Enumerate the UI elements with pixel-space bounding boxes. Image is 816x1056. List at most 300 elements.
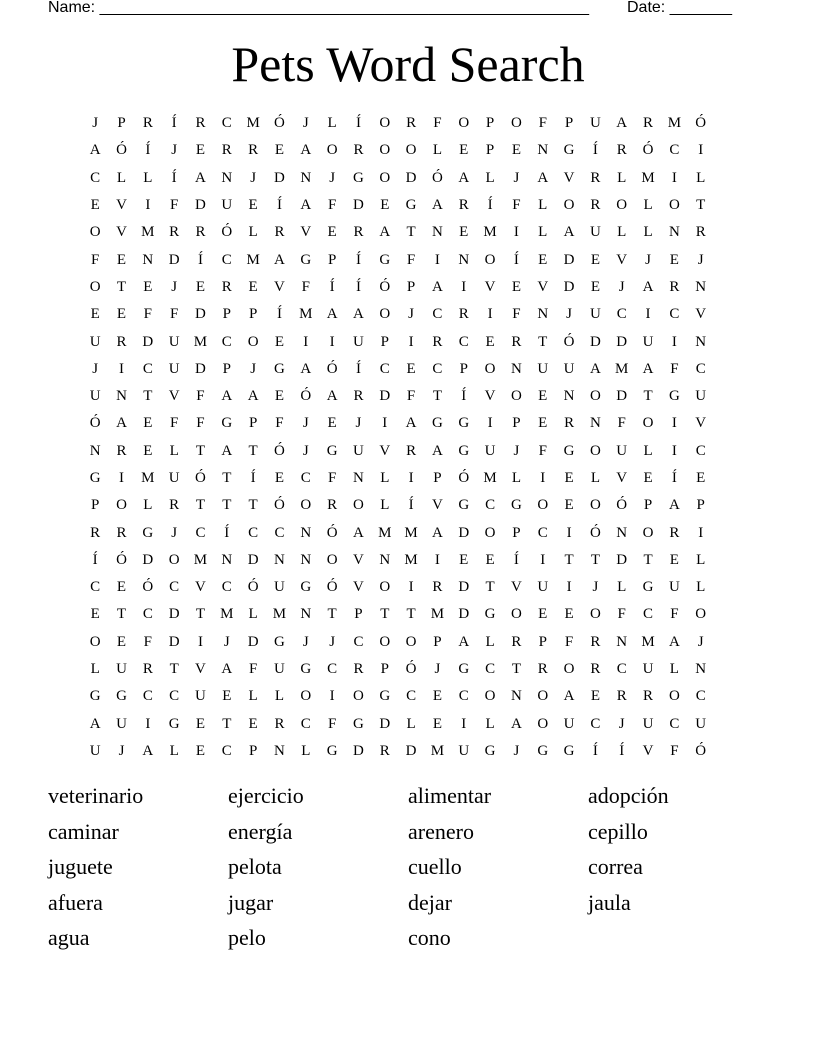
grid-letter[interactable]: V	[116, 224, 127, 241]
grid-letter[interactable]: A	[432, 197, 443, 214]
grid-letter[interactable]: P	[380, 333, 389, 350]
grid-letter[interactable]: R	[353, 661, 364, 678]
grid-letter[interactable]: O	[379, 142, 391, 159]
grid-letter[interactable]: D	[616, 388, 628, 405]
grid-letter[interactable]: T	[643, 551, 653, 568]
grid-letter[interactable]: E	[195, 142, 206, 159]
grid-letter[interactable]: L	[169, 442, 179, 459]
grid-letter[interactable]: F	[433, 115, 442, 132]
grid-letter[interactable]: O	[300, 497, 312, 514]
grid-letter[interactable]: R	[379, 742, 390, 759]
grid-letter[interactable]: D	[458, 524, 470, 541]
grid-letter[interactable]: E	[274, 470, 285, 486]
grid-letter[interactable]: V	[616, 251, 628, 268]
grid-letter[interactable]: I	[118, 470, 124, 486]
grid-letter[interactable]: U	[537, 579, 549, 596]
grid-letter[interactable]: D	[589, 333, 601, 350]
grid-letter[interactable]: N	[116, 388, 127, 405]
grid-letter[interactable]: V	[274, 278, 285, 295]
grid-letter[interactable]: I	[513, 224, 519, 241]
grid-letter[interactable]: M	[667, 115, 682, 132]
grid-letter[interactable]: A	[221, 388, 233, 405]
grid-letter[interactable]: E	[195, 278, 206, 295]
grid-letter[interactable]: F	[538, 115, 547, 132]
grid-letter[interactable]: E	[380, 197, 390, 214]
grid-letter[interactable]: D	[379, 388, 391, 405]
grid-letter[interactable]: A	[195, 169, 206, 186]
grid-letter[interactable]: Ó	[142, 579, 154, 596]
grid-letter[interactable]: Ó	[405, 661, 417, 678]
grid-letter[interactable]: R	[669, 524, 680, 541]
grid-letter[interactable]: A	[642, 360, 654, 377]
grid-letter[interactable]: R	[195, 115, 206, 132]
grid-letter[interactable]: J	[171, 278, 178, 295]
grid-letter[interactable]: E	[116, 306, 127, 323]
grid-letter[interactable]: T	[222, 715, 232, 732]
grid-letter[interactable]: V	[616, 470, 628, 486]
grid-letter[interactable]: Ó	[89, 415, 101, 432]
grid-letter[interactable]: O	[668, 688, 680, 705]
grid-letter[interactable]: N	[668, 224, 680, 241]
grid-letter[interactable]: M	[299, 306, 313, 323]
grid-letter[interactable]: I	[329, 333, 335, 350]
grid-letter[interactable]: F	[327, 470, 337, 486]
grid-letter[interactable]: L	[406, 715, 416, 732]
grid-letter[interactable]: E	[485, 333, 495, 350]
grid-letter[interactable]: F	[512, 306, 521, 323]
grid-letter[interactable]: R	[274, 715, 285, 732]
grid-letter[interactable]: O	[379, 115, 391, 132]
grid-letter[interactable]: G	[458, 497, 470, 514]
grid-letter[interactable]: G	[668, 388, 680, 405]
grid-letter[interactable]: U	[563, 360, 575, 377]
grid-letter[interactable]: G	[563, 142, 575, 159]
grid-letter[interactable]: P	[538, 633, 547, 650]
grid-letter[interactable]: E	[327, 224, 337, 241]
date-field[interactable]: Date: _______	[627, 0, 732, 16]
grid-letter[interactable]: O	[405, 633, 417, 650]
grid-letter[interactable]: Í	[276, 306, 282, 323]
grid-letter[interactable]: O	[510, 606, 522, 623]
grid-letter[interactable]: L	[696, 579, 706, 596]
grid-letter[interactable]: C	[616, 306, 627, 323]
grid-letter[interactable]: A	[300, 142, 312, 159]
grid-letter[interactable]: L	[169, 742, 179, 759]
grid-letter[interactable]: Í	[513, 251, 519, 268]
grid-letter[interactable]: T	[485, 579, 495, 596]
grid-letter[interactable]: O	[537, 497, 549, 514]
grid-letter[interactable]: C	[195, 524, 206, 541]
grid-letter[interactable]: D	[195, 306, 206, 323]
grid-letter[interactable]: R	[116, 333, 127, 350]
grid-letter[interactable]: Í	[619, 742, 625, 759]
grid-letter[interactable]: A	[89, 142, 101, 159]
grid-letter[interactable]: L	[643, 197, 653, 214]
grid-letter[interactable]: I	[566, 579, 572, 596]
grid-letter[interactable]: T	[169, 661, 179, 678]
grid-letter[interactable]: A	[326, 306, 338, 323]
grid-letter[interactable]: A	[668, 497, 680, 514]
grid-letter[interactable]: A	[563, 688, 575, 705]
grid-letter[interactable]: O	[695, 606, 707, 623]
grid-letter[interactable]: C	[169, 688, 180, 705]
grid-letter[interactable]: Í	[355, 115, 361, 132]
grid-letter[interactable]: C	[248, 524, 259, 541]
grid-letter[interactable]: P	[512, 524, 521, 541]
grid-letter[interactable]: Í	[92, 551, 98, 568]
grid-letter[interactable]: R	[590, 197, 601, 214]
grid-letter[interactable]: R	[353, 224, 364, 241]
grid-letter[interactable]: L	[143, 169, 153, 186]
grid-letter[interactable]: P	[117, 115, 126, 132]
grid-letter[interactable]: E	[511, 142, 521, 159]
grid-letter[interactable]: A	[642, 278, 654, 295]
grid-letter[interactable]: O	[484, 251, 496, 268]
grid-letter[interactable]: R	[90, 524, 101, 541]
grid-letter[interactable]: J	[250, 360, 257, 377]
grid-letter[interactable]: C	[669, 715, 680, 732]
grid-letter[interactable]: P	[485, 142, 495, 159]
grid-letter[interactable]: C	[274, 524, 285, 541]
grid-letter[interactable]: Ó	[563, 333, 575, 350]
grid-letter[interactable]: A	[142, 742, 154, 759]
grid-letter[interactable]: R	[353, 142, 364, 159]
grid-letter[interactable]: C	[537, 524, 548, 541]
grid-letter[interactable]: P	[433, 470, 442, 486]
grid-letter[interactable]: V	[379, 442, 391, 459]
grid-letter[interactable]: P	[643, 497, 653, 514]
grid-letter[interactable]: D	[168, 251, 180, 268]
grid-letter[interactable]: C	[142, 688, 153, 705]
grid-letter[interactable]: E	[274, 142, 285, 159]
grid-letter[interactable]: O	[537, 715, 549, 732]
letter-grid[interactable]	[82, 110, 714, 765]
grid-letter[interactable]: N	[695, 333, 707, 350]
grid-letter[interactable]: C	[300, 715, 311, 732]
grid-letter[interactable]: C	[142, 360, 153, 377]
grid-letter[interactable]: C	[695, 688, 706, 705]
grid-letter[interactable]: R	[564, 415, 575, 432]
grid-letter[interactable]: V	[563, 169, 575, 186]
grid-letter[interactable]: A	[432, 442, 443, 459]
grid-letter[interactable]: E	[564, 497, 574, 514]
grid-letter[interactable]: L	[696, 169, 706, 186]
grid-letter[interactable]: U	[274, 579, 285, 596]
grid-letter[interactable]: M	[246, 251, 260, 268]
grid-letter[interactable]: I	[408, 470, 414, 486]
grid-letter[interactable]: V	[695, 306, 707, 323]
grid-letter[interactable]: N	[274, 551, 285, 568]
grid-letter[interactable]: F	[169, 306, 179, 323]
grid-letter[interactable]: C	[485, 497, 496, 514]
grid-letter[interactable]: F	[538, 442, 547, 459]
grid-letter[interactable]: G	[563, 742, 575, 759]
grid-letter[interactable]: P	[564, 115, 574, 132]
grid-letter[interactable]: M	[641, 169, 655, 186]
grid-letter[interactable]: U	[116, 715, 127, 732]
grid-letter[interactable]: N	[510, 360, 522, 377]
grid-letter[interactable]: T	[222, 497, 232, 514]
grid-letter[interactable]: R	[327, 497, 338, 514]
grid-letter[interactable]: U	[484, 442, 496, 459]
grid-letter[interactable]: I	[487, 306, 493, 323]
grid-letter[interactable]: R	[590, 169, 601, 186]
grid-letter[interactable]: R	[169, 224, 180, 241]
grid-letter[interactable]: J	[250, 169, 257, 186]
grid-letter[interactable]: C	[90, 169, 101, 186]
grid-letter[interactable]: Í	[592, 742, 598, 759]
grid-letter[interactable]: A	[247, 388, 259, 405]
grid-letter[interactable]: Í	[276, 197, 282, 214]
grid-letter[interactable]: N	[221, 169, 233, 186]
grid-letter[interactable]: C	[221, 115, 232, 132]
grid-letter[interactable]: R	[274, 224, 285, 241]
grid-letter[interactable]: O	[484, 360, 496, 377]
grid-letter[interactable]: T	[643, 388, 653, 405]
grid-letter[interactable]: G	[484, 742, 496, 759]
grid-letter[interactable]: O	[353, 497, 364, 514]
grid-letter[interactable]: N	[695, 278, 707, 295]
grid-letter[interactable]: R	[537, 661, 548, 678]
grid-letter[interactable]: C	[458, 333, 469, 350]
grid-letter[interactable]: R	[142, 661, 153, 678]
grid-letter[interactable]: D	[563, 251, 575, 268]
grid-letter[interactable]: C	[169, 579, 180, 596]
grid-letter[interactable]: R	[590, 661, 601, 678]
grid-letter[interactable]: O	[589, 442, 601, 459]
grid-letter[interactable]: L	[485, 715, 495, 732]
grid-letter[interactable]: I	[197, 633, 203, 650]
grid-letter[interactable]: D	[458, 606, 470, 623]
grid-letter[interactable]: G	[458, 661, 470, 678]
grid-letter[interactable]: R	[116, 442, 127, 459]
grid-letter[interactable]: E	[143, 442, 153, 459]
grid-letter[interactable]: C	[221, 742, 232, 759]
grid-letter[interactable]: C	[695, 360, 706, 377]
grid-letter[interactable]: G	[353, 715, 364, 732]
grid-letter[interactable]: A	[300, 360, 312, 377]
grid-letter[interactable]: L	[538, 197, 548, 214]
grid-letter[interactable]: E	[538, 606, 548, 623]
grid-letter[interactable]: E	[406, 360, 416, 377]
grid-letter[interactable]: G	[274, 360, 285, 377]
grid-letter[interactable]: Í	[592, 142, 598, 159]
grid-letter[interactable]: M	[378, 524, 392, 541]
grid-letter[interactable]: G	[405, 197, 417, 214]
grid-letter[interactable]: C	[221, 579, 232, 596]
grid-letter[interactable]: R	[221, 278, 232, 295]
grid-letter[interactable]: J	[92, 115, 99, 132]
grid-letter[interactable]: D	[142, 333, 154, 350]
grid-letter[interactable]: J	[513, 742, 520, 759]
grid-letter[interactable]: Í	[513, 551, 519, 568]
grid-letter[interactable]: E	[643, 470, 653, 486]
grid-letter[interactable]: O	[379, 633, 391, 650]
grid-letter[interactable]: G	[300, 251, 312, 268]
grid-letter[interactable]: N	[563, 388, 575, 405]
grid-letter[interactable]: G	[353, 169, 364, 186]
grid-letter[interactable]: T	[195, 497, 206, 514]
grid-letter[interactable]: T	[116, 278, 127, 295]
grid-letter[interactable]: Ó	[247, 579, 259, 596]
grid-letter[interactable]: F	[617, 415, 626, 432]
grid-letter[interactable]: Ó	[195, 470, 206, 486]
grid-letter[interactable]: I	[461, 278, 467, 295]
grid-letter[interactable]: E	[274, 388, 285, 405]
grid-letter[interactable]: I	[540, 470, 546, 486]
grid-letter[interactable]: F	[248, 661, 258, 678]
grid-letter[interactable]: E	[248, 715, 258, 732]
grid-letter[interactable]: G	[300, 579, 312, 596]
grid-letter[interactable]: Ó	[695, 742, 707, 759]
grid-letter[interactable]: G	[300, 661, 312, 678]
grid-letter[interactable]: U	[642, 715, 654, 732]
grid-letter[interactable]: R	[616, 142, 627, 159]
grid-letter[interactable]: E	[195, 742, 206, 759]
grid-letter[interactable]: E	[90, 197, 100, 214]
grid-letter[interactable]: N	[616, 524, 628, 541]
grid-letter[interactable]: O	[668, 197, 680, 214]
grid-letter[interactable]: G	[89, 470, 101, 486]
grid-letter[interactable]: J	[618, 278, 625, 295]
grid-letter[interactable]: M	[193, 333, 208, 350]
grid-letter[interactable]: A	[510, 715, 522, 732]
grid-letter[interactable]: L	[432, 142, 443, 159]
grid-letter[interactable]: V	[353, 551, 364, 568]
grid-letter[interactable]: M	[220, 606, 234, 623]
grid-letter[interactable]: Í	[171, 169, 177, 186]
grid-letter[interactable]: O	[247, 333, 259, 350]
grid-letter[interactable]: J	[513, 169, 520, 186]
grid-letter[interactable]: I	[118, 360, 124, 377]
grid-letter[interactable]: A	[432, 524, 443, 541]
grid-letter[interactable]: O	[89, 633, 101, 650]
grid-letter[interactable]: G	[116, 688, 127, 705]
grid-letter[interactable]: F	[564, 633, 574, 650]
grid-letter[interactable]: O	[353, 688, 364, 705]
grid-letter[interactable]: V	[116, 197, 127, 214]
grid-letter[interactable]: A	[432, 278, 443, 295]
grid-letter[interactable]: V	[432, 497, 443, 514]
grid-letter[interactable]: U	[642, 661, 654, 678]
grid-letter[interactable]: Í	[329, 278, 335, 295]
grid-letter[interactable]: D	[405, 742, 417, 759]
grid-letter[interactable]: Í	[145, 142, 151, 159]
grid-letter[interactable]: L	[380, 470, 390, 486]
grid-letter[interactable]: A	[353, 524, 364, 541]
grid-letter[interactable]: U	[537, 360, 549, 377]
grid-letter[interactable]: C	[300, 470, 311, 486]
grid-letter[interactable]: Ó	[326, 579, 338, 596]
grid-letter[interactable]: N	[537, 306, 549, 323]
grid-letter[interactable]: P	[380, 661, 389, 678]
grid-letter[interactable]: G	[326, 742, 338, 759]
grid-letter[interactable]: P	[696, 497, 705, 514]
grid-letter[interactable]: U	[695, 388, 707, 405]
grid-letter[interactable]: N	[510, 688, 522, 705]
grid-letter[interactable]: A	[589, 360, 601, 377]
grid-letter[interactable]: A	[458, 633, 470, 650]
grid-letter[interactable]: V	[353, 579, 364, 596]
grid-letter[interactable]: L	[274, 688, 285, 705]
grid-letter[interactable]: U	[168, 360, 180, 377]
grid-letter[interactable]: I	[382, 415, 388, 432]
grid-letter[interactable]: N	[300, 524, 312, 541]
grid-letter[interactable]: U	[458, 742, 470, 759]
grid-letter[interactable]: V	[642, 742, 654, 759]
grid-letter[interactable]: O	[589, 497, 601, 514]
grid-letter[interactable]: U	[195, 688, 206, 705]
grid-letter[interactable]: Ó	[642, 142, 654, 159]
grid-letter[interactable]: L	[643, 224, 653, 241]
grid-letter[interactable]: D	[142, 551, 154, 568]
grid-letter[interactable]: C	[432, 306, 443, 323]
name-field[interactable]: Name: _______________________________________________________	[48, 0, 589, 16]
grid-letter[interactable]: U	[116, 661, 127, 678]
grid-letter[interactable]: D	[353, 742, 364, 759]
grid-letter[interactable]: Ó	[458, 470, 470, 486]
grid-letter[interactable]: U	[668, 579, 680, 596]
grid-letter[interactable]: T	[195, 606, 206, 623]
grid-letter[interactable]: T	[432, 388, 443, 405]
grid-letter[interactable]: M	[430, 606, 445, 623]
grid-letter[interactable]: E	[116, 251, 127, 268]
grid-letter[interactable]: E	[143, 278, 153, 295]
grid-letter[interactable]: G	[458, 442, 470, 459]
grid-letter[interactable]: C	[485, 661, 496, 678]
grid-letter[interactable]: F	[327, 197, 337, 214]
grid-letter[interactable]: G	[326, 442, 338, 459]
grid-letter[interactable]: O	[589, 606, 601, 623]
grid-letter[interactable]: E	[538, 388, 548, 405]
grid-letter[interactable]: J	[92, 360, 99, 377]
grid-letter[interactable]: A	[405, 415, 417, 432]
grid-letter[interactable]: N	[300, 169, 312, 186]
grid-letter[interactable]: O	[326, 142, 338, 159]
grid-letter[interactable]: I	[487, 415, 493, 432]
grid-letter[interactable]: Ó	[274, 497, 285, 514]
grid-letter[interactable]: R	[695, 224, 706, 241]
grid-letter[interactable]: F	[670, 742, 679, 759]
grid-letter[interactable]: U	[89, 333, 101, 350]
grid-letter[interactable]: Ó	[379, 278, 391, 295]
grid-letter[interactable]: E	[511, 278, 521, 295]
grid-letter[interactable]: D	[168, 606, 180, 623]
grid-letter[interactable]: Í	[408, 497, 414, 514]
grid-letter[interactable]: D	[458, 579, 470, 596]
grid-letter[interactable]: J	[697, 251, 704, 268]
grid-letter[interactable]: F	[512, 197, 521, 214]
grid-letter[interactable]: O	[510, 388, 522, 405]
grid-letter[interactable]: U	[353, 333, 364, 350]
grid-letter[interactable]: L	[248, 688, 258, 705]
grid-letter[interactable]: Ó	[616, 497, 628, 514]
grid-letter[interactable]: N	[432, 224, 443, 241]
grid-letter[interactable]: C	[669, 142, 680, 159]
grid-letter[interactable]: R	[590, 633, 601, 650]
grid-letter[interactable]: R	[248, 142, 259, 159]
grid-letter[interactable]: N	[300, 551, 312, 568]
grid-letter[interactable]: O	[300, 688, 312, 705]
grid-letter[interactable]: Í	[250, 470, 256, 486]
grid-letter[interactable]: M	[430, 742, 445, 759]
grid-letter[interactable]: C	[327, 661, 338, 678]
grid-letter[interactable]: O	[116, 497, 127, 514]
grid-letter[interactable]: T	[590, 551, 600, 568]
grid-letter[interactable]: C	[458, 688, 469, 705]
grid-letter[interactable]: T	[222, 470, 232, 486]
grid-letter[interactable]: F	[670, 606, 679, 623]
